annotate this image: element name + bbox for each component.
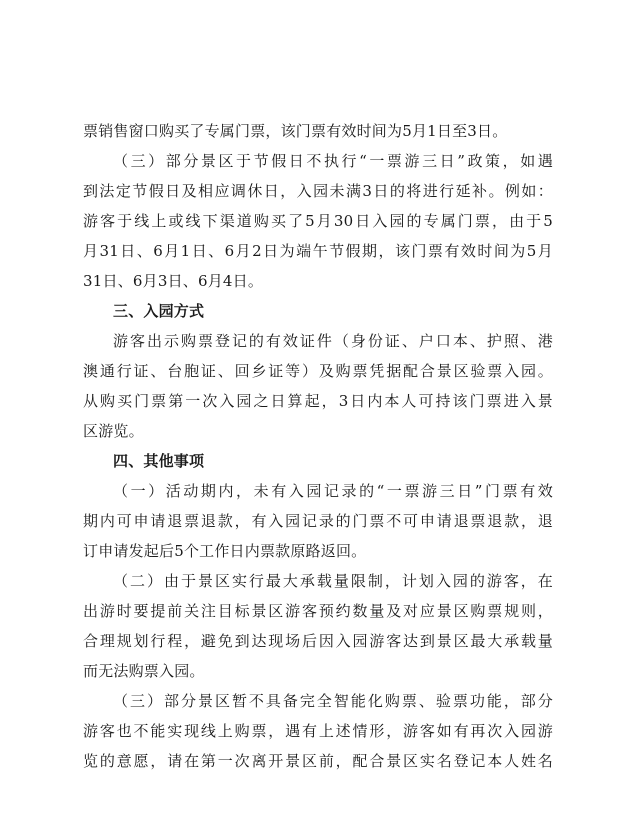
- paragraph-line: 澳通行证、台胞证、回乡证等）及购票凭据配合景区验票入园。: [83, 362, 553, 380]
- paragraph-line: （二）由于景区实行最大承载量限制，计划入园的游客，在: [113, 572, 553, 590]
- paragraph-line: 览的意愿，请在第一次离开景区前，配合景区实名登记本人姓名: [83, 752, 553, 770]
- paragraph-line: 从购买门票第一次入园之日算起，3日内本人可持该门票进入景: [83, 392, 553, 410]
- paragraph-line: 月31日、6月1日、6月2日为端午节假期，该门票有效时间为5月: [83, 242, 553, 260]
- paragraph-line: 游客于线上或线下渠道购买了5月30日入园的专属门票，由于5: [83, 212, 553, 230]
- paragraph-line: 区游览。: [83, 422, 144, 440]
- paragraph-line: 游客出示购票登记的有效证件（身份证、户口本、护照、港: [113, 332, 553, 350]
- paragraph-line: 到法定节假日及相应调休日，入园未满3日的将进行延补。例如：: [83, 182, 553, 200]
- paragraph-line: 31日、6月3日、6月4日。: [83, 272, 264, 290]
- section-heading: 三、入园方式: [113, 302, 205, 320]
- paragraph-line: 期内可申请退票退款，有入园记录的门票不可申请退票退款，退: [83, 512, 553, 530]
- section-heading: 四、其他事项: [113, 452, 205, 470]
- paragraph-line: 游客也不能实现线上购票，遇有上述情形，游客如有再次入园游: [83, 722, 553, 740]
- paragraph-line: 合理规划行程，避免到达现场后因入园游客达到景区最大承载量: [83, 632, 553, 650]
- paragraph-line: （三）部分景区于节假日不执行“一票游三日”政策，如遇: [113, 152, 553, 170]
- paragraph-line: 票销售窗口购买了专属门票，该门票有效时间为5月1日至3日。: [83, 122, 508, 140]
- paragraph-line: 而无法购票入园。: [83, 662, 205, 680]
- paragraph-line: 出游时要提前关注目标景区游客预约数量及对应景区购票规则，: [83, 602, 553, 620]
- paragraph-line: （一）活动期内，未有入园记录的“一票游三日”门票有效: [113, 482, 553, 500]
- paragraph-line: 订申请发起后5个工作日内票款原路返回。: [83, 542, 367, 560]
- paragraph-line: （三）部分景区暂不具备完全智能化购票、验票功能，部分: [113, 692, 553, 710]
- document-body: [83, 116, 553, 776]
